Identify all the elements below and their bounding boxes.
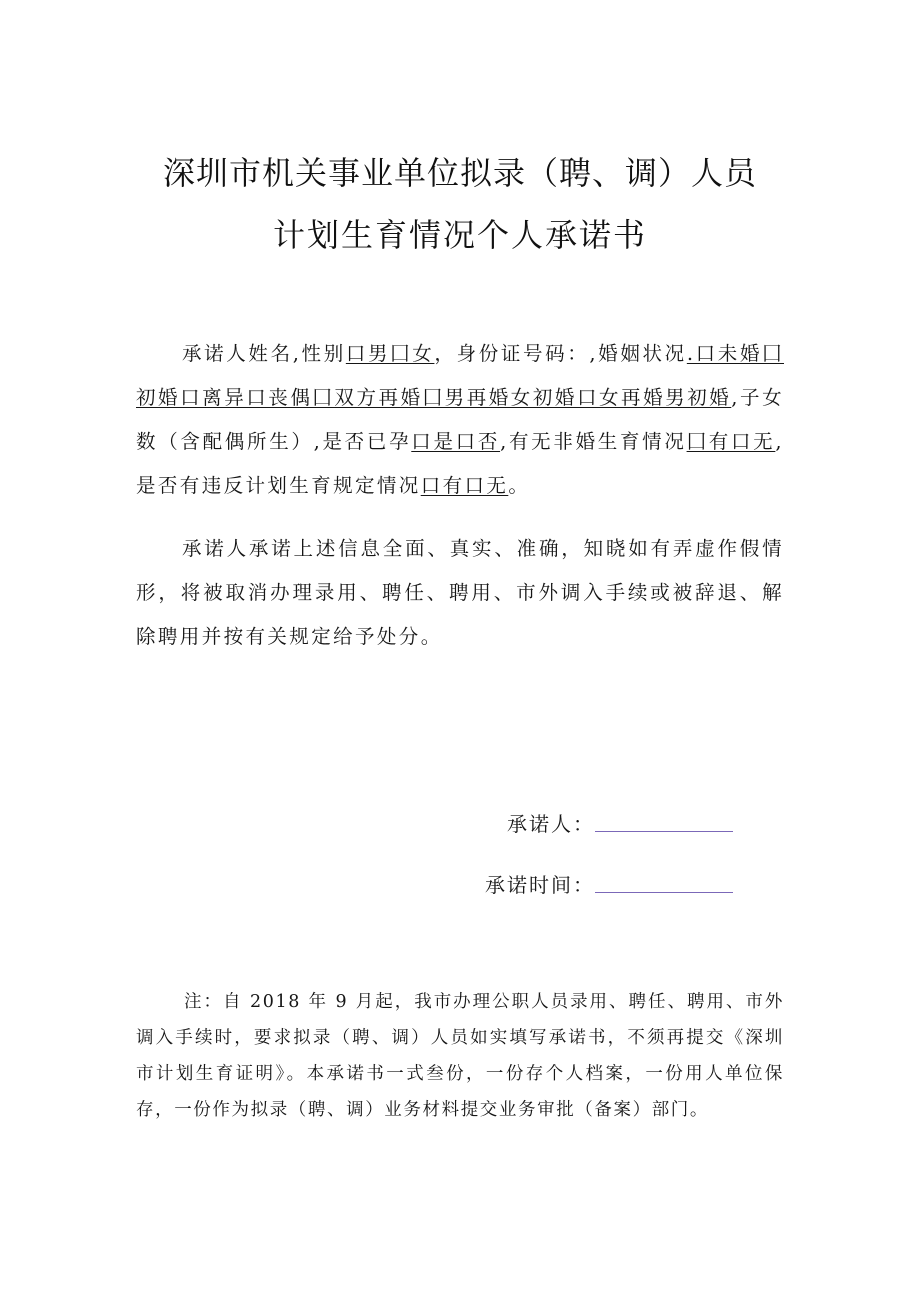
nonmarital-birth-options[interactable]: 囗有口无 bbox=[686, 430, 776, 453]
commitment-text-end: 。 bbox=[508, 474, 531, 497]
signature-time-row bbox=[440, 869, 740, 899]
note-paragraph: 注：自 2018 年 9 月起，我市办理公职人员录用、聘任、聘用、市外调入手续时，要求拟录（聘、调）人员如实填写承诺书，不须再提交《深圳市计划生育证明》。本承诺书一式叁份，一份存个人档案，一份用人单位保存，一份作为拟录（聘、调）业务材料提交业务审批（备案）部门。 bbox=[136, 992, 784, 1120]
commitment-paragraph bbox=[136, 332, 784, 508]
signature-person-line[interactable] bbox=[595, 831, 733, 832]
document-title-line1: 深圳市机关事业单位拟录（聘、调）人员 bbox=[162, 154, 757, 192]
commitment-text-nonmarital: ,有无非婚生育情况 bbox=[500, 430, 687, 453]
pregnant-options[interactable]: 口是口否 bbox=[411, 430, 501, 453]
commitment-text-violation: ,是否有违反计划生育规定情况 bbox=[136, 430, 784, 497]
gender-options[interactable]: 口男囗女 bbox=[345, 342, 435, 365]
commitment-text-children-pregnant: ,子女数（含配偶所生）,是否已孕 bbox=[136, 386, 784, 453]
signature-person-row bbox=[440, 808, 740, 838]
document-title-line2: 计划生育情况个人承诺书 bbox=[272, 216, 647, 254]
signature-person-label: 承诺人： bbox=[507, 812, 595, 836]
signature-time-line[interactable] bbox=[595, 892, 733, 893]
commitment-text-id-marital: ，身份证号码：,婚姻状况 bbox=[434, 342, 687, 365]
marital-status-options[interactable]: .口未婚囗初婚口离异口丧偶囗双方再婚囗男再婚女初婚口女再婚男初婚 bbox=[136, 342, 784, 409]
commitment-text-name-gender: 承诺人姓名,性别 bbox=[182, 342, 346, 365]
pledge-paragraph: 承诺人承诺上述信息全面、真实、准确，知晓如有弄虚作假情形，将被取消办理录用、聘任、聘用、市外调入手续或被辞退、解除聘用并按有关规定给予处分。 bbox=[136, 537, 784, 648]
signature-time-label: 承诺时间： bbox=[485, 873, 595, 897]
violation-options[interactable]: 口有口无 bbox=[420, 474, 509, 497]
